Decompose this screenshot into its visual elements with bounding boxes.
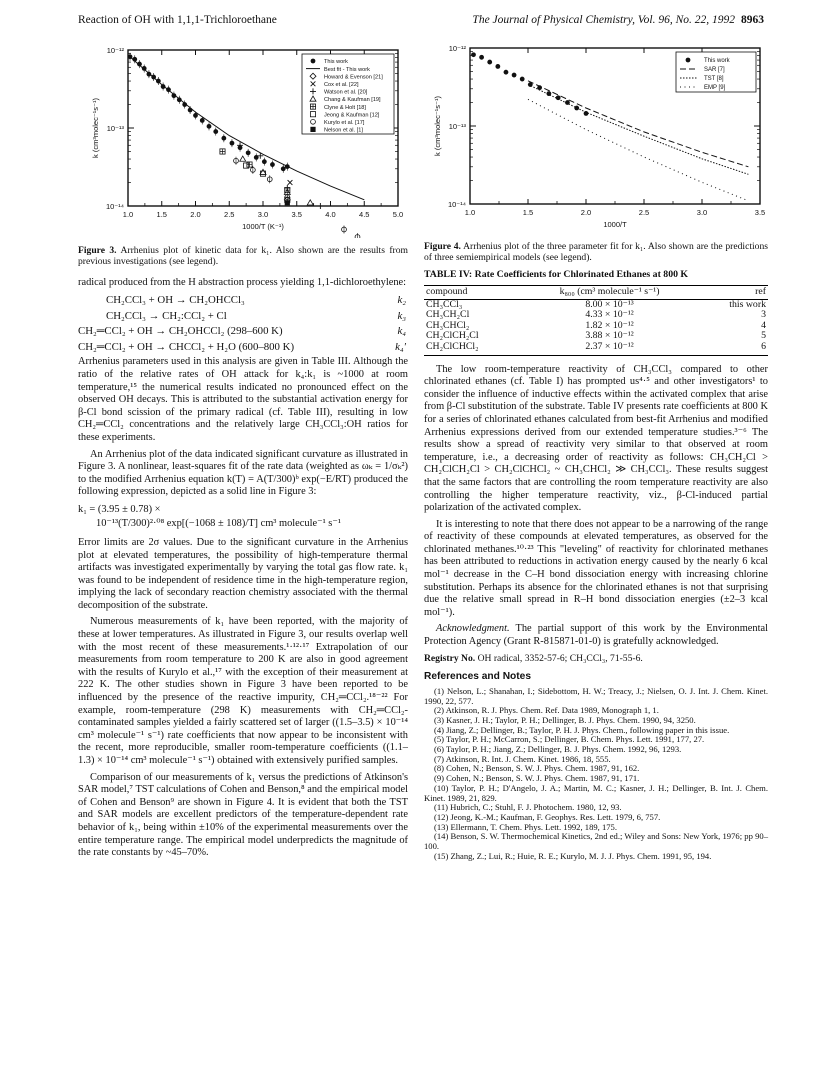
data-point — [207, 124, 212, 129]
figure-4-caption: Figure 4. Arrhenius plot of the three parameter fit for k₁. Also shown are the predictions of three semiempirical models (see legend). — [424, 240, 768, 263]
paragraph: Error limits are 2σ values. Due to the significant curvature in the Arrhenius plot at elevated temperatures, the possibility of high-temperature thermal artifacts was investigated experimentally by varying the total gas flow rate. k₁ was found to be independent of residence time in the high-temperature region, implying the lack of secondary reaction chemistry associated with the thermal decomposition of the substrate. — [78, 536, 408, 611]
data-point — [270, 162, 275, 167]
x-tick-label: 2.0 — [190, 210, 201, 219]
left-column — [78, 38, 408, 864]
series-0 — [128, 53, 290, 173]
rate-expression: k₁ = (3.95 ± 0.78) × 10⁻¹³(T/300)²·⁰⁸ exp[(−1068 ± 108)/T] cm³ molecule⁻¹ s⁻¹ — [78, 503, 341, 529]
references-list — [424, 687, 768, 862]
reference-item: (15) Zhang, Z.; Lui, R.; Huie, R. E.; Kurylo, M. J. J. Phys. Chem. 1991, 95, 194. — [434, 850, 712, 861]
reference-item: (11) Hubrich, C.; Stuhl, F. J. Photochem. 1980, 12, 93. — [434, 802, 622, 813]
model-line — [528, 99, 748, 201]
table-row: CH₂ClCHCl₂ 2.37 × 10⁻¹² 6 — [424, 342, 768, 355]
series-0 — [471, 52, 588, 115]
series-3 — [288, 180, 293, 185]
paragraph: It is interesting to note that there does not appear to be a narrowing of the range of reactivity of these compounds at elevated temperatures, as observed for the chlorinated methanes.¹⁰·²³ This "leveling" of reactivity for chlorinated methanes has been attributed to reductions in activation energy caused by the nearly 6 kcal mol⁻¹ decrease in the C–H bond dissociation energy with increasing chlorine substitution. Perhaps its absence for the chlorinated ethanes is not that surprising due the relative small spread in R–H bond dissociation energies (±2–3 kcal mol⁻¹). — [424, 518, 768, 618]
y-tick-label: 10⁻¹³ — [106, 124, 124, 133]
reference-item: (12) Jeong, K.-M.; Kaufman, F. Geophys. Res. Lett. 1979, 6, 757. — [434, 811, 661, 822]
legend-marker — [310, 127, 315, 132]
journal-citation: The Journal of Physical Chemistry, Vol. 96, No. 22, 1992 8963 — [472, 14, 764, 26]
series-1 — [528, 81, 748, 167]
x-tick-label: 1.0 — [464, 208, 476, 217]
x-tick-label: 3.5 — [754, 208, 766, 217]
paragraph: The low room-temperature reactivity of CH₃CCl₃ compared to other chlorinated ethanes (cf. Table I) has prompted us⁴·⁵ and other investigators¹ to consider the influence of inductive effects within the activated complex that arise from β-Cl substitution of the substrate. Table IV presents rate coefficients at 800 K for a series of chlorinated ethanes calculated from best-fit Arrhenius and modified Arrhenius expressions derived from our extended temperature studies.³⁻⁶ The results show a spread of reactivity very similar to that observed at room temperature, i.e., a decreasing order of reactivity as follows: CH₃CH₂Cl > CH₂ClCH₂Cl > CH₂ClCHCl₂ ~ CH₃CHCl₂ ≫ CH₃CCl₃. These results suggest that the same factors that are controlling the room temperature reactivity are also controlling the higher temperature reactivity, viz., β-Cl-induced partial polarization of the activated complex. — [424, 363, 768, 514]
paragraph: Comparison of our measurements of k₁ versus the predictions of Atkinson's SAR model,⁷ TST calculations of Cohen and Benson,⁸ and the empirical model of Cohen and Benson⁹ are shown in Figure 4. It is evident that both the TST and SAR models are excellent predictors of the temperature-dependent rate behavior of k₁, being within ±10% of the experimental measurements over the entire temperature range. The empirical model underpredicts the magnitude of the rate constants by ~45–70%. — [78, 771, 408, 859]
figure-4-chart — [424, 38, 768, 234]
data-point — [230, 141, 235, 146]
x-tick-label: 5.0 — [392, 210, 404, 219]
reference-item: (1) Nelson, L.; Shanahan, I.; Sidebottom, H. W.; Treacy, J.; Nielsen, O. J. Int. J. Chem. Kinet. 1990, 22, 577. — [424, 685, 768, 706]
legend-label: Jeong & Kaufman [12] — [324, 112, 380, 119]
table-4 — [424, 285, 768, 356]
registry-numbers: Registry No. OH radical, 3352-57-6; CH₃CCl₃, 71-55-6. — [424, 652, 643, 664]
data-point — [281, 166, 286, 171]
figure-3-chart — [78, 38, 408, 238]
paragraph: radical produced from the H abstraction process yielding 1,1-dichloroethylene: — [78, 277, 407, 289]
legend-label: Howard & Evenson [21] — [324, 74, 383, 81]
equation-k2: CH₂CCl₃ + OH → CH₂OHCCl₃ k₂ — [106, 294, 406, 306]
legend-label: Chang & Kaufman [19] — [324, 97, 381, 104]
legend-label: SAR [7] — [704, 67, 725, 74]
series-3 — [528, 99, 748, 201]
equation-k4-prime: CH₂═CCl₂ + OH → CHCCl₂ + H₂O (600–800 K) k₄′ — [78, 340, 406, 353]
data-point — [262, 159, 267, 164]
table-header: compound — [424, 286, 521, 300]
legend — [676, 52, 756, 92]
data-point — [520, 77, 525, 82]
paragraph: Numerous measurements of k₁ have been reported, with the majority of these at lower temperatures. As illustrated in Figure 3, our results overlap well with the most recent of these measurements.¹·¹²·¹⁷ Extrapolation of our measurements from room temperature to 200 K are also in good agreement with the results of Kurylo et al.,¹⁷ with the exception of their measurement at 222 K. The other studies shown in Figure 3 have been reported to be influenced by the presence of the reactive impurity, CH₂═CCl₂.¹⁸⁻²² For example, room-temperature (298 K) measurements with CH₂═CCl₂-contaminated samples yielded a fairly scattered set of larger ((1.5–3.5) × 10⁻¹⁴ cm³ molecule⁻¹ s⁻¹) rate coefficients that now appear to be inconsistent with the recent, more reproducible, smaller room-temperature coefficients ((1.1–1.3) × 10⁻¹⁴ cm³ molecule⁻¹ s⁻¹) obtained with extensively purified samples. — [78, 616, 408, 766]
legend — [302, 54, 394, 134]
series-5 — [240, 156, 314, 205]
x-tick-label: 2.5 — [224, 210, 235, 219]
data-point — [471, 52, 476, 57]
data-point — [285, 200, 290, 205]
data-point — [221, 136, 226, 141]
x-axis-label: 1000/T — [603, 220, 627, 229]
y-tick-label: 10⁻¹³ — [448, 122, 466, 131]
reference-item: (6) Taylor, P. H.; Jiang, Z.; Dellinger, B. J. Phys. Chem. 1992, 96, 1293. — [434, 744, 682, 755]
legend-label: This work — [704, 58, 730, 65]
page-header — [78, 14, 764, 30]
table-row: CH₃CH₂Cl 4.33 × 10⁻¹² 3 — [426, 309, 766, 321]
y-tick-label: 10⁻¹² — [106, 46, 124, 55]
reference-item: (4) Jiang, Z.; Dellinger, B.; Taylor, P. H. J. Phys. Chem., following paper in this issue. — [434, 724, 730, 735]
data-point — [246, 150, 251, 155]
acknowledgment: Acknowledgment. The partial support of this work by the Environmental Protection Agency (Grant R-815871-01-0) is gratefully acknowledged. — [424, 623, 768, 648]
x-tick-label: 4.5 — [359, 210, 370, 219]
x-tick-label: 2.5 — [638, 208, 650, 217]
table-4-title: TABLE IV: Rate Coefficients for Chlorinated Ethanes at 800 K — [424, 269, 689, 281]
equation-k4: CH₂═CCl₂ + OH → CH₂OHCCl₂ (298–600 K) k₄ — [78, 325, 406, 338]
paragraph: An Arrhenius plot of the data indicated significant curvature as illustrated in Figure 3. A nonlinear, least-squares fit of the rate data (weighted as ωₖ = 1/σₖ²) to the modified Arrhenius equation k(T) = A(T/300)ᵇ exp(−E/RT) produced the following expression, depicted as a solid line in Figure 3: — [78, 448, 408, 498]
data-point — [200, 118, 205, 123]
data-point — [317, 203, 323, 209]
data-point — [479, 55, 484, 60]
x-tick-label: 4.0 — [325, 210, 336, 219]
x-axis-label: 1000/T (K⁻¹) — [242, 222, 284, 231]
data-point — [220, 149, 225, 154]
x-tick-label: 1.0 — [122, 210, 134, 219]
legend-label: Kurylo et al. [17] — [324, 120, 365, 126]
reference-item: (2) Atkinson, R. J. Phys. Chem. Ref. Data 1989, Monograph 1, 1. — [434, 705, 659, 716]
table-row: CH₂ClCH₂Cl 3.88 × 10⁻¹² 5 — [426, 330, 766, 342]
marker-cross — [220, 149, 225, 154]
x-tick-label: 3.0 — [257, 210, 269, 219]
data-point — [288, 180, 293, 185]
x-tick-label: 3.5 — [291, 210, 302, 219]
right-column — [424, 38, 768, 861]
legend-label: Clyne & Holt [18] — [324, 104, 366, 111]
reference-item: (7) Atkinson, R. Int. J. Chem. Kinet. 1986, 18, 555. — [434, 753, 611, 764]
figure-4 — [424, 38, 768, 239]
reference-item: (9) Cohen, N.; Benson, S. W. J. Phys. Chem. 1987, 91, 171. — [434, 773, 640, 784]
table-header: k₈₀₀ (cm³ molecule⁻¹ s⁻¹) — [521, 286, 699, 300]
data-point — [188, 108, 193, 113]
references-heading: References and Notes — [424, 671, 532, 683]
legend-label: Best fit - This work — [324, 66, 370, 73]
table-header: ref — [698, 286, 768, 300]
reference-item: (5) Taylor, P. H.; McCarron, S.; Dellinger, B. Chem. Phys. Lett. 1991, 177, 27. — [434, 734, 705, 745]
x-tick-label: 1.5 — [522, 208, 534, 217]
data-point — [495, 64, 500, 69]
x-tick-label: 2.0 — [580, 208, 592, 217]
reference-item: (3) Kasner, J. H.; Taylor, P. H.; Dellinger, B. J. Phys. Chem. 1990, 94, 3250. — [434, 714, 696, 725]
reference-item: (14) Benson, S. W. Thermochemical Kinetics, 2nd ed.; Wiley and Sons: New York, 1976; pp 90–100. — [424, 831, 768, 852]
equation-k3: CH₂CCl₃ → CH₂:CCl₂ + Cl k₃ — [106, 309, 406, 322]
running-title: Reaction of OH with 1,1,1-Trichloroethane — [78, 14, 277, 26]
legend-label: Cox et al. [22] — [324, 82, 359, 88]
y-tick-label: 10⁻¹² — [448, 44, 466, 53]
paragraph: Arrhenius parameters used in this analysis are given in Table III. Although the ratio of the relative rates of OH attack for k₄:k₁ is ~1000 at room temperature,¹⁵ the numerical results indicated no pronounced effect on the observed OH decays. This is attributed to the substantial activation energy for β-Cl bond scission of the primary radical (cf. Table III), resulting in low CH₂═CCl₂ concentrations and the relatively large CH₃CCl₃:OH ratios for these experiments. — [78, 356, 408, 443]
figure-3-caption: Figure 3. Arrhenius plot of kinetic data for k₁. Also shown are the results from previous investigations (see legend). — [78, 244, 408, 267]
y-axis-label: k (cm³molec⁻¹s⁻¹) — [433, 96, 442, 156]
series-9 — [285, 200, 290, 205]
x-tick-label: 3.0 — [696, 208, 708, 217]
y-axis-label: k (cm³molec⁻¹s⁻¹) — [91, 98, 100, 158]
figure-3 — [78, 38, 408, 243]
data-point — [213, 129, 218, 134]
data-point — [240, 156, 246, 161]
x-tick-label: 1.5 — [156, 210, 167, 219]
y-tick-label: 10⁻¹⁴ — [105, 202, 124, 211]
data-point — [307, 200, 313, 205]
data-point — [487, 60, 492, 65]
data-point — [260, 169, 266, 174]
legend-label: Nelson et al. [1] — [324, 127, 363, 134]
legend-label: Watson et al. [20] — [324, 89, 368, 96]
reference-item: (13) Ellermann, T. Chem. Phys. Lett. 1992, 189, 175. — [434, 821, 617, 832]
reference-item: (10) Taylor, P. H.; D'Angelo, J. A.; Martin, M. C.; Kasner, J. H.; Dellinger, B. Int. J. Chem. Kinet. 1989, 21, 829. — [424, 782, 768, 803]
page-number: 8963 — [741, 14, 764, 26]
model-line — [528, 81, 748, 167]
table-row: CH₃CHCl₂ 1.82 × 10⁻¹² 4 — [426, 319, 766, 331]
legend-marker — [311, 59, 316, 64]
legend-label: EMP [9] — [704, 85, 726, 92]
data-point — [504, 70, 509, 75]
table-row: CH₃CCl₃ 8.00 × 10⁻¹³ this work — [426, 298, 766, 310]
reference-item: (8) Cohen, N.; Benson, S. W. J. Phys. Chem. 1987, 91, 162. — [434, 763, 640, 774]
y-tick-label: 10⁻¹⁴ — [447, 200, 466, 209]
legend-label: This work — [324, 59, 348, 66]
legend-label: TST [8] — [704, 76, 724, 83]
legend-marker — [686, 58, 691, 63]
data-point — [512, 73, 517, 78]
